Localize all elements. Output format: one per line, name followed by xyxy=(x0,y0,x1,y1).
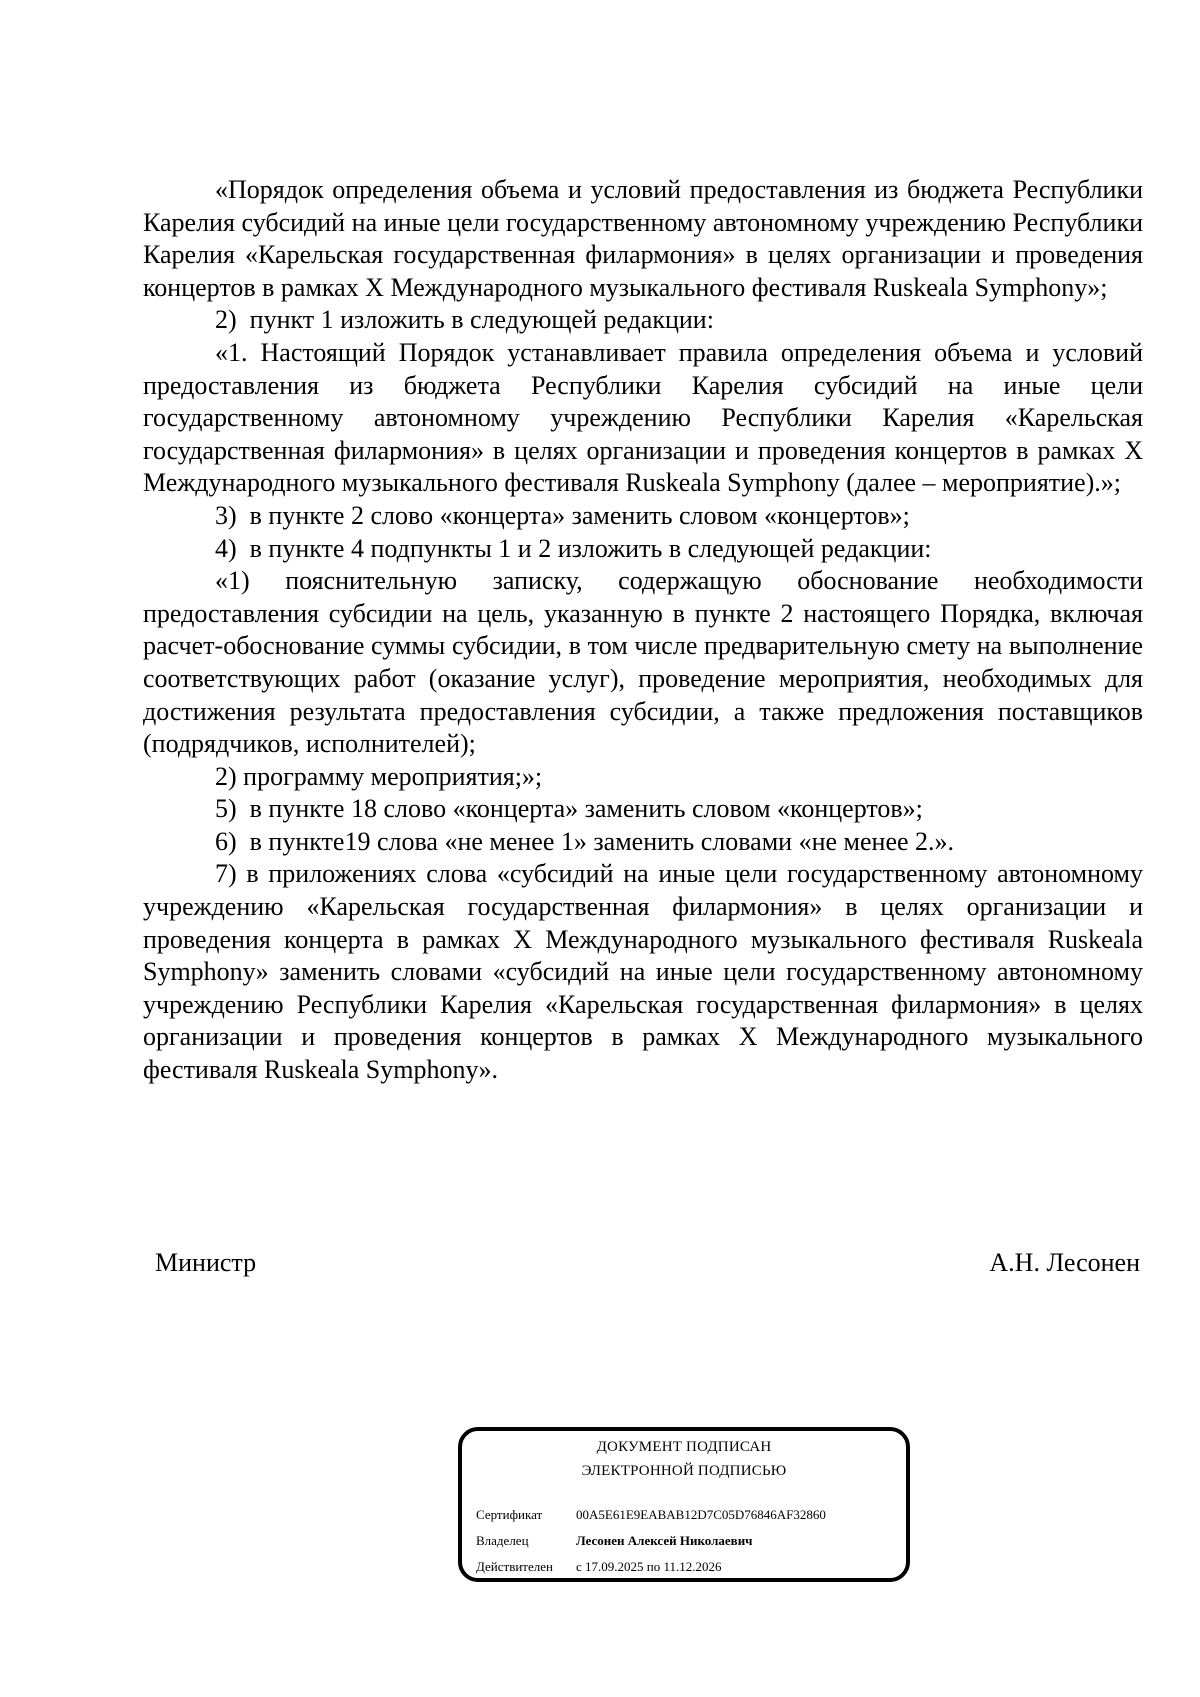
valid-value: с 17.09.2025 по 11.12.2026 xyxy=(576,1559,722,1574)
electronic-signature-stamp xyxy=(458,1427,910,1582)
paragraph: 7) в приложениях слова «субсидий на иные цели государственному автономному учреждению «Карельская государственная филармония» в целях организации и проведения концерта в рамках X Международного музыкального фестиваля Ruskeala Symphony» заменить словами «субсидий на иные цели государственному автономному учреждению Республики Карелия «Карельская государственная филармония» в целях организации и проведения концертов в рамках X Международного музыкального фестиваля Ruskeala Symphony». xyxy=(143,859,1143,1085)
stamp-title: ДОКУМЕНТ ПОДПИСАН xyxy=(596,1439,772,1455)
paragraph: 2) пункт 1 изложить в следующей редакции: xyxy=(215,305,714,335)
signatory-name: А.Н. Лесонен xyxy=(989,1248,1140,1277)
certificate-value: 00A5E61E9EABAB12D7C05D76846AF32860 xyxy=(576,1507,826,1522)
paragraph: 3) в пункте 2 слово «концерта» заменить словом «концертов»; xyxy=(215,500,910,530)
paragraph: «1) пояснительную записку, содержащую обоснование необходимости предоставления субсидии на цель, указанную в пункте 2 настоящего Порядка, включая расчет-обоснование суммы субсидии, в том числе предварительную смету на выполнение соответствующих работ (оказание услуг), проведение мероприятия, необходимых для достижения результата предоставления субсидии, а также предложения поставщиков (подрядчиков, исполнителей); xyxy=(143,566,1143,759)
certificate-label: Сертификат xyxy=(476,1507,543,1522)
document-body xyxy=(143,174,1143,1087)
paragraph: 6) в пункте19 слова «не менее 1» заменить словами «не менее 2.». xyxy=(215,826,955,856)
owner-label: Владелец xyxy=(476,1533,529,1548)
paragraph: 2) программу мероприятия;»; xyxy=(215,761,543,791)
stamp-validity-row xyxy=(476,1559,722,1575)
valid-label: Действителен xyxy=(476,1559,553,1574)
stamp-owner-row xyxy=(476,1533,753,1549)
paragraph: 5) в пункте 18 слово «концерта» заменить словом «концертов»; xyxy=(215,794,923,824)
paragraph: 4) в пункте 4 подпункты 1 и 2 изложить в следующей редакции: xyxy=(215,533,932,563)
paragraph: «1. Настоящий Порядок устанавливает правила определения объема и условий предоставления из бюджета Республики Карелия субсидий на иные цели государственному автономному учреждению Республики Карелия «Карельская государственная филармония» в целях организации и проведения концертов в рамках X Международного музыкального фестиваля Ruskeala Symphony (далее – мероприятие).»; xyxy=(143,337,1143,498)
paragraph: «Порядок определения объема и условий предоставления из бюджета Республики Карелия субсидий на иные цели государственному автономному учреждению Республики Карелия «Карельская государственная филармония» в целях организации и проведения концертов в рамках X Международного музыкального фестиваля Ruskeala Symphony»; xyxy=(143,175,1143,302)
stamp-certificate-row xyxy=(476,1507,826,1523)
signatory-role: Министр xyxy=(155,1248,257,1277)
stamp-subtitle: ЭЛЕКТРОННОЙ ПОДПИСЬЮ xyxy=(581,1463,787,1479)
owner-value: Лесонен Алексей Николаевич xyxy=(576,1533,753,1548)
